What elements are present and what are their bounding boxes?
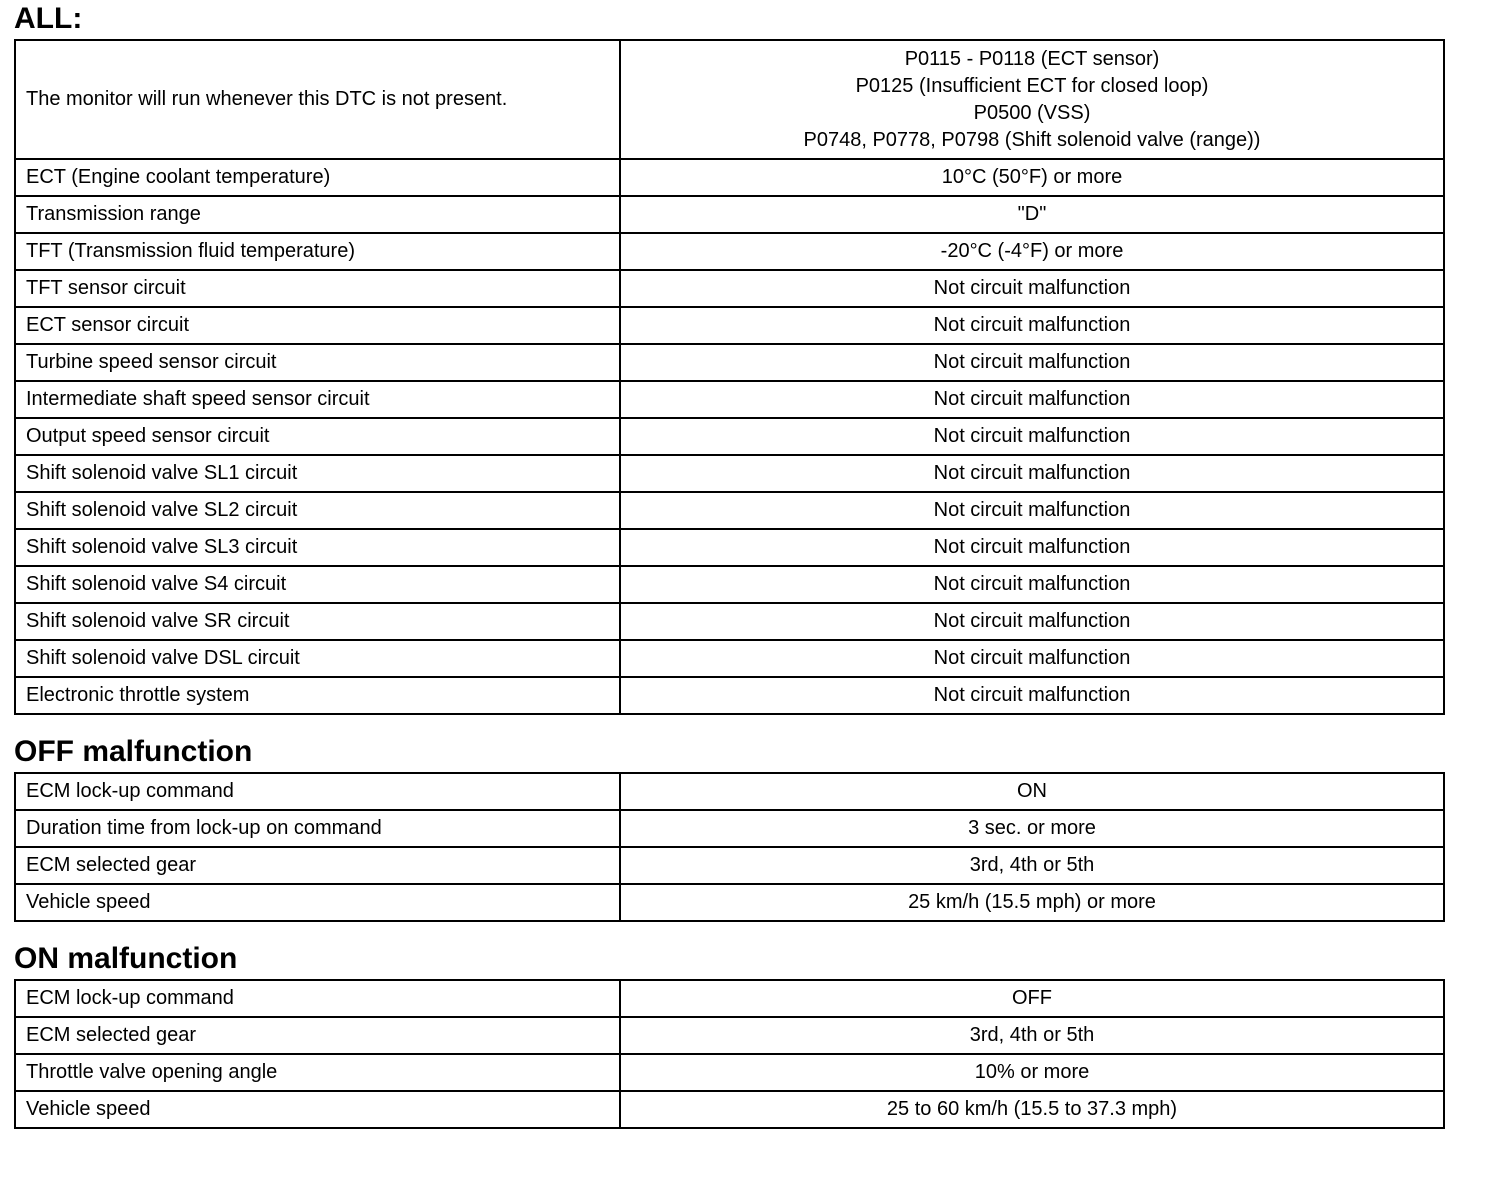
row-label: ECM selected gear [15, 1017, 620, 1054]
table-row [15, 603, 1444, 640]
table-row [15, 307, 1444, 344]
row-value: 10% or more [620, 1054, 1444, 1091]
row-label: Duration time from lock-up on command [15, 810, 620, 847]
dtc-item: P0115 - P0118 (ECT sensor) [904, 47, 1160, 70]
row-label: Shift solenoid valve SL1 circuit [15, 455, 620, 492]
document-page [14, 0, 1445, 1129]
table-row [15, 640, 1444, 677]
row-value: 10°C (50°F) or more [620, 159, 1444, 196]
table-row [15, 810, 1444, 847]
row-value: Not circuit malfunction [620, 381, 1444, 418]
row-value: 3rd, 4th or 5th [620, 1017, 1444, 1054]
table-on-malfunction [14, 979, 1445, 1129]
row-label: ECM lock-up command [15, 980, 620, 1017]
row-label: ECT sensor circuit [15, 307, 620, 344]
row-value: ON [620, 773, 1444, 810]
table-row [15, 233, 1444, 270]
table-row [15, 884, 1444, 921]
row-label: Turbine speed sensor circuit [15, 344, 620, 381]
section-on-malfunction [14, 942, 1445, 1129]
row-label: Shift solenoid valve SR circuit [15, 603, 620, 640]
row-value: 3rd, 4th or 5th [620, 847, 1444, 884]
section-title-all: ALL: [14, 2, 83, 35]
section-all [14, 2, 1445, 715]
row-value: "D" [620, 196, 1444, 233]
row-label: Shift solenoid valve S4 circuit [15, 566, 620, 603]
row-label: Vehicle speed [15, 1091, 620, 1128]
row-label: Throttle valve opening angle [15, 1054, 620, 1091]
row-value: Not circuit malfunction [620, 418, 1444, 455]
dtc-item: P0125 (Insufficient ECT for closed loop) [855, 74, 1209, 97]
row-label: Shift solenoid valve SL3 circuit [15, 529, 620, 566]
row-value: Not circuit malfunction [620, 603, 1444, 640]
table-row [15, 980, 1444, 1017]
row-value: Not circuit malfunction [620, 566, 1444, 603]
row-value: Not circuit malfunction [620, 640, 1444, 677]
section-title-on: ON malfunction [14, 942, 238, 975]
row-value: Not circuit malfunction [620, 492, 1444, 529]
table-row [15, 159, 1444, 196]
row-label: ECM selected gear [15, 847, 620, 884]
row-value: OFF [620, 980, 1444, 1017]
table-row [15, 677, 1444, 714]
row-value: Not circuit malfunction [620, 529, 1444, 566]
table-row [15, 529, 1444, 566]
row-label: ECT (Engine coolant temperature) [15, 159, 620, 196]
row-value: 25 km/h (15.5 mph) or more [620, 884, 1444, 921]
row-label: Output speed sensor circuit [15, 418, 620, 455]
table-row [15, 270, 1444, 307]
row-value: Not circuit malfunction [620, 270, 1444, 307]
row-label: Shift solenoid valve DSL circuit [15, 640, 620, 677]
table-all-conditions [14, 39, 1445, 715]
row-label: Intermediate shaft speed sensor circuit [15, 381, 620, 418]
row-value: Not circuit malfunction [620, 455, 1444, 492]
table-row [15, 1054, 1444, 1091]
table-row [15, 418, 1444, 455]
row-label: Vehicle speed [15, 884, 620, 921]
row-label: The monitor will run whenever this DTC is not present. [15, 40, 620, 159]
section-title-off: OFF malfunction [14, 735, 253, 768]
table-row [15, 344, 1444, 381]
row-label: TFT (Transmission fluid temperature) [15, 233, 620, 270]
dtc-item: P0500 (VSS) [973, 101, 1091, 124]
row-value: Not circuit malfunction [620, 344, 1444, 381]
table-row-dtc [15, 40, 1444, 159]
dtc-item: P0748, P0778, P0798 (Shift solenoid valve (range)) [803, 128, 1261, 151]
row-value: -20°C (-4°F) or more [620, 233, 1444, 270]
table-row [15, 566, 1444, 603]
table-row [15, 1091, 1444, 1128]
row-label: Electronic throttle system [15, 677, 620, 714]
row-label: ECM lock-up command [15, 773, 620, 810]
table-row [15, 847, 1444, 884]
table-row [15, 773, 1444, 810]
row-label: Transmission range [15, 196, 620, 233]
row-label: Shift solenoid valve SL2 circuit [15, 492, 620, 529]
row-value: 3 sec. or more [620, 810, 1444, 847]
row-value-dtc-list [620, 40, 1444, 159]
table-row [15, 455, 1444, 492]
row-label: TFT sensor circuit [15, 270, 620, 307]
section-off-malfunction [14, 735, 1445, 922]
table-row [15, 381, 1444, 418]
row-value: Not circuit malfunction [620, 677, 1444, 714]
table-row [15, 1017, 1444, 1054]
table-row [15, 196, 1444, 233]
row-value: 25 to 60 km/h (15.5 to 37.3 mph) [620, 1091, 1444, 1128]
table-row [15, 492, 1444, 529]
table-off-malfunction [14, 772, 1445, 922]
row-value: Not circuit malfunction [620, 307, 1444, 344]
